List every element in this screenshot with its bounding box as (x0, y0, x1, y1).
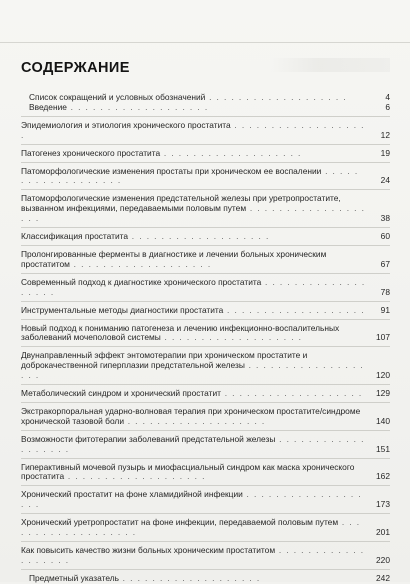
toc-entry[interactable] (21, 490, 390, 510)
toc-entry-line (21, 232, 390, 242)
toc-entry[interactable] (21, 167, 390, 187)
toc-entry-line (21, 306, 390, 316)
faint-header-shadow (270, 58, 390, 72)
entry-separator (21, 319, 390, 320)
toc-entry-page: 60 (380, 231, 390, 242)
toc-entry-page: 4 (385, 92, 390, 102)
entry-separator (21, 541, 390, 542)
toc-entry-page: 120 (376, 370, 390, 381)
toc-entry-title: Гиперактивный мочевой пузырь и миофасциальный синдром как маска хронического простатита (21, 461, 355, 482)
dot-leader: . . . . . . . . . . . . . . . . . . . (21, 165, 359, 186)
entry-separator (21, 346, 390, 347)
toc-entry-line (21, 167, 390, 187)
toc-entry-page: 67 (380, 258, 390, 269)
dot-leader: . . . . . . . . . . . . . . . . . . . (160, 332, 303, 343)
entry-separator (21, 430, 390, 431)
toc-entry[interactable] (21, 194, 390, 224)
dot-leader: . . . . . . . . . . . . . . . . . . . (118, 572, 261, 583)
toc-entry[interactable] (21, 232, 390, 242)
entry-separator (21, 402, 390, 403)
toc-entry-title: Хронический простатит на фоне хламидийной инфекции (21, 489, 243, 500)
toc-entry[interactable] (21, 306, 390, 316)
toc-entry-page: 140 (376, 415, 390, 426)
toc-entry-line (21, 121, 390, 141)
entry-separator (21, 485, 390, 486)
toc-entry[interactable] (21, 435, 390, 455)
toc-entry-title: Предметный указатель (29, 572, 119, 583)
toc-entry-line (21, 194, 390, 224)
toc-entry-line (21, 518, 390, 538)
toc-entry-line (21, 149, 390, 159)
dot-leader: . . . . . . . . . . . . . . . . . . . (21, 517, 361, 538)
entry-separator (21, 384, 390, 385)
toc-entry-title: Введение (29, 101, 67, 112)
toc-entry-title: Экстракорпоральная ударно-волновая терапия при хроническом простатите/синдроме хронической тазовой боли (21, 405, 361, 426)
toc-entry[interactable] (21, 103, 390, 113)
toc-entry-title: Эпидемиология и этиология хронического простатита (21, 119, 231, 130)
toc-entry[interactable] (21, 463, 390, 483)
toc-entry-title: Классификация простатита (21, 231, 129, 242)
dot-leader: . . . . . . . . . . . . . . . . . . . (21, 545, 365, 565)
toc-entry-title: Список сокращений и условных обозначений (29, 92, 206, 102)
toc-entry-title: Как повысить качество жизни больных хроническим простатитом (21, 545, 276, 555)
toc-entry-page: 107 (376, 332, 390, 343)
toc-entry[interactable] (21, 149, 390, 159)
dot-leader: . . . . . . . . . . . . . . . . . . . (21, 433, 365, 454)
entry-separator (21, 189, 390, 190)
dot-leader: . . . . . . . . . . . . . . . . . . . (66, 101, 209, 112)
dot-leader: . . . . . . . . . . . . . . . . . . . (221, 388, 363, 399)
toc-entry-title: Хронический уретропростатит на фоне инфекции, передаваемой половым путем (21, 517, 339, 528)
dot-leader: . . . . . . . . . . . . . . . . . . . (128, 231, 270, 242)
toc-entry-line (21, 278, 390, 298)
toc-entry[interactable] (21, 518, 390, 538)
toc-entry-line (21, 435, 390, 455)
toc-entry-page: 173 (376, 499, 390, 510)
toc-entry[interactable] (21, 389, 390, 399)
dot-leader: . . . . . . . . . . . . . . . . . . . (21, 203, 366, 224)
table-of-contents (21, 93, 390, 584)
toc-entry-line (21, 407, 390, 427)
dot-leader: . . . . . . . . . . . . . . . . . . . (69, 258, 212, 269)
toc-entry[interactable] (21, 407, 390, 427)
dot-leader: . . . . . . . . . . . . . . . . . . . (205, 92, 347, 102)
toc-entry[interactable] (21, 121, 390, 141)
toc-entry-line (21, 490, 390, 510)
toc-entry[interactable] (21, 574, 390, 584)
toc-entry-page: 220 (376, 554, 390, 565)
toc-entry-page: 78 (380, 286, 390, 297)
toc-entry-title: Двунаправленный эффект энтомотерапии при хроническом простатите и доброкачественной гиперплазии предстательной железы (21, 350, 308, 371)
toc-entry-page: 151 (376, 443, 390, 454)
entry-separator (21, 144, 390, 145)
toc-entry-page: 91 (380, 304, 390, 315)
toc-entry-page: 242 (376, 572, 390, 583)
toc-entry-title: Патоморфологические изменения предстательной железы при уретропростатите, вызванном инфекциями, передаваемыми половым путем (21, 193, 341, 214)
toc-entry[interactable] (21, 351, 390, 381)
entry-separator (21, 162, 390, 163)
toc-entry-line (21, 546, 390, 566)
entry-separator (21, 227, 390, 228)
toc-entry-title: Пролонгированные ферменты в диагностике и лечении больных хроническим простатитом (21, 248, 327, 269)
toc-entry-line (21, 463, 390, 483)
dot-leader: . . . . . . . . . . . . . . . . . . . (21, 489, 363, 510)
dot-leader: . . . . . . . . . . . . . . . . . . . (160, 147, 302, 158)
entry-separator (21, 301, 390, 302)
entry-separator (21, 458, 390, 459)
toc-entry-page: 12 (380, 129, 390, 140)
toc-entry-line (21, 351, 390, 381)
dot-leader: . . . . . . . . . . . . . . . . . . . (21, 276, 366, 297)
dot-leader: . . . . . . . . . . . . . . . . . . . (223, 304, 365, 315)
toc-entry-page: 129 (376, 388, 390, 399)
top-rule (0, 42, 410, 43)
toc-entry-line (29, 103, 390, 113)
entry-separator (21, 569, 390, 570)
dot-leader: . . . . . . . . . . . . . . . . . . . (124, 415, 266, 426)
toc-entry-title: Современный подход к диагностике хронического простатита (21, 276, 262, 287)
toc-entry[interactable] (21, 324, 390, 344)
toc-entry-page: 162 (376, 471, 390, 482)
toc-entry-title: Инструментальные методы диагностики простатита (21, 304, 224, 315)
toc-entry[interactable] (21, 278, 390, 298)
toc-entry-line (29, 574, 390, 584)
toc-entry-title: Патоморфологические изменения простаты при хроническом ее воспалении (21, 165, 322, 176)
toc-entry-page: 6 (385, 101, 390, 112)
toc-title: СОДЕРЖАНИЕ (21, 60, 130, 76)
toc-entry-line (21, 324, 390, 344)
toc-entry-title: Метаболический синдром и хронический простатит (21, 388, 221, 399)
toc-entry-line (21, 389, 390, 399)
entry-separator (21, 273, 390, 274)
entry-separator (21, 116, 390, 117)
toc-entry[interactable] (21, 546, 390, 566)
toc-entry-title: Патогенез хронического простатита (21, 147, 161, 158)
entry-separator (21, 513, 390, 514)
toc-entry-page: 24 (380, 175, 390, 186)
toc-entry-title: Новый подход к пониманию патогенеза и лечению инфекционно-воспалительных заболеваний мочеполовой системы (21, 322, 340, 343)
toc-entry[interactable] (21, 250, 390, 270)
dot-leader: . . . . . . . . . . . . . . . . . . . (21, 119, 365, 140)
toc-entry-page: 201 (376, 527, 390, 538)
dot-leader: . . . . . . . . . . . . . . . . . . . (64, 471, 206, 482)
toc-entry-page: 19 (380, 147, 390, 158)
dot-leader: . . . . . . . . . . . . . . . . . . . (21, 360, 365, 381)
toc-entry-title: Возможности фитотерапии заболеваний предстательной железы (21, 433, 276, 444)
toc-entry-page: 38 (380, 213, 390, 224)
entry-separator (21, 245, 390, 246)
toc-entry-line (21, 250, 390, 270)
